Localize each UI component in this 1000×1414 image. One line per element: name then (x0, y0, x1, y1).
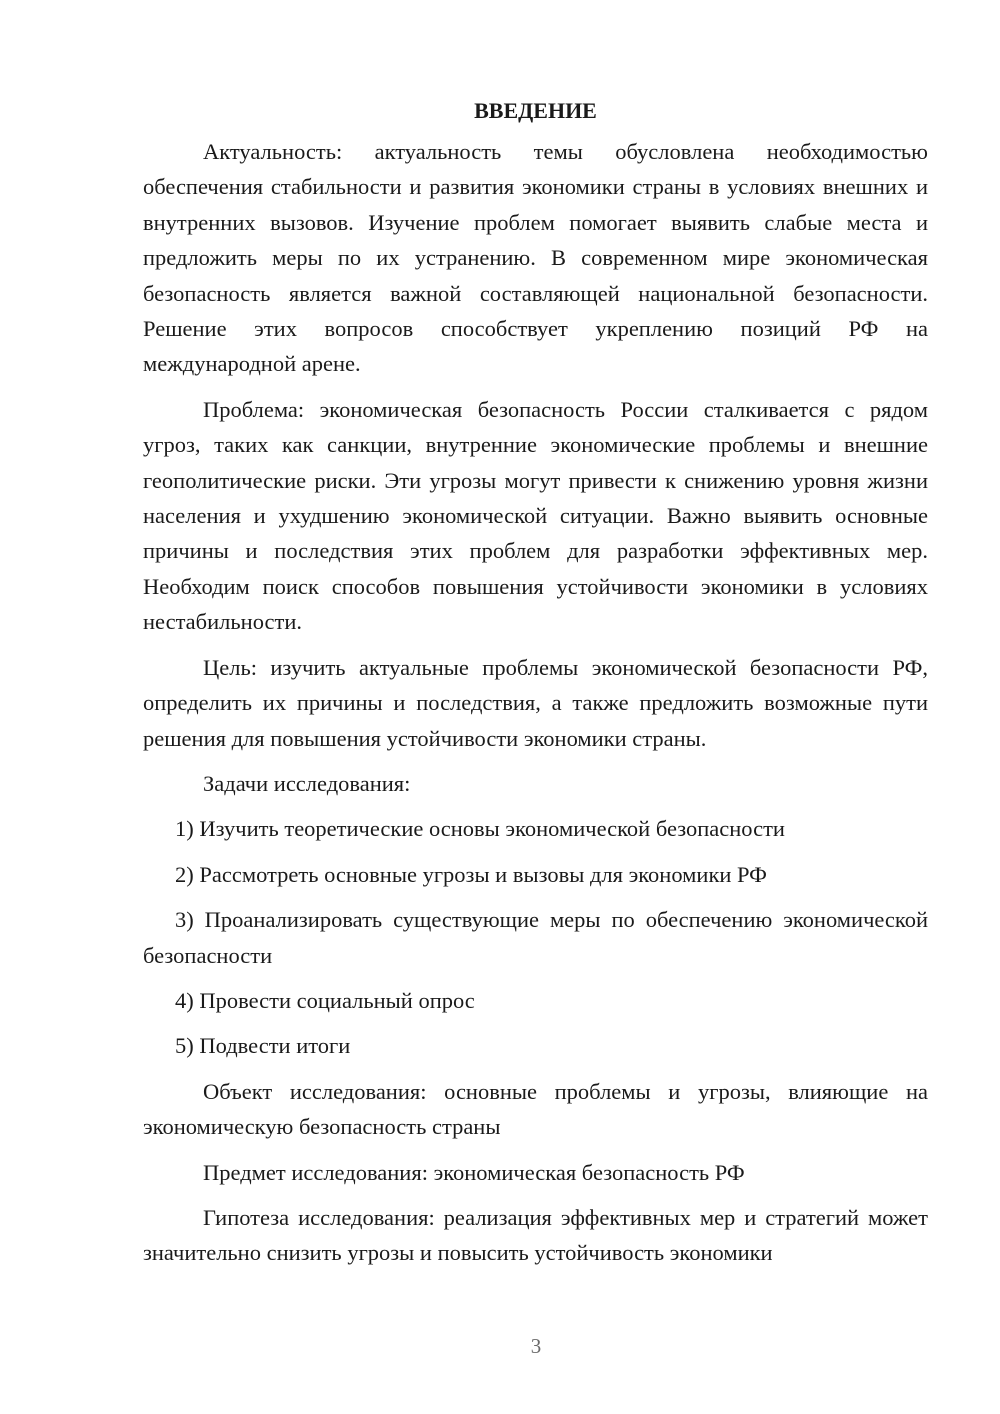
task-item-1: 1) Изучить теоретические основы экономической безопасности (175, 816, 785, 842)
paragraph-relevance: Актуальность: актуальность темы обусловлена необходимостью обеспечения стабильности и развития экономики страны в условиях внешних и внутренних вызовов. Изучение проблем помогает выявить слабые места и предложить меры по их устранению. В современном мире экономическая безопасность является важной составляющей национальной безопасности. Решение этих вопросов способствует укреплению позиций РФ на международной арене. (143, 139, 928, 377)
section-heading: ВВЕДЕНИЕ (474, 98, 597, 123)
page-number: 3 (530, 1334, 542, 1358)
task-item-5: 5) Подвести итоги (175, 1033, 351, 1059)
task-item-3: 3) Проанализировать существующие меры по обеспечению экономической безопасности (143, 907, 928, 968)
paragraph-object: Объект исследования: основные проблемы и угрозы, влияющие на экономическую безопасность страны (143, 1078, 928, 1140)
paragraph-hypothesis: Гипотеза исследования: реализация эффективных мер и стратегий может значительно снизить угрозы и повысить устойчивость экономики (143, 1204, 928, 1266)
paragraph-subject: Предмет исследования: экономическая безопасность РФ (203, 1159, 745, 1185)
paragraph-tasks-heading: Задачи исследования: (203, 770, 411, 796)
paragraph-goal: Цель: изучить актуальные проблемы экономической безопасности РФ, определить их причины и последствия, а также предложить возможные пути решения для повышения устойчивости экономики страны. (143, 654, 928, 751)
paragraph-problem: Проблема: экономическая безопасность России сталкивается с рядом угроз, таких как санкции, внутренние экономические проблемы и внешние геополитические риски. Эти угрозы могут привести к снижению уровня жизни населения и ухудшению экономической ситуации. Важно выявить основные причины и последствия этих проблем для разработки эффективных мер. Необходим поиск способов повышения устойчивости экономики в условиях нестабильности. (143, 396, 928, 635)
page-content (143, 93, 928, 1281)
task-item-4: 4) Провести социальный опрос (175, 987, 475, 1013)
task-item-2: 2) Рассмотреть основные угрозы и вызовы для экономики РФ (175, 861, 767, 887)
